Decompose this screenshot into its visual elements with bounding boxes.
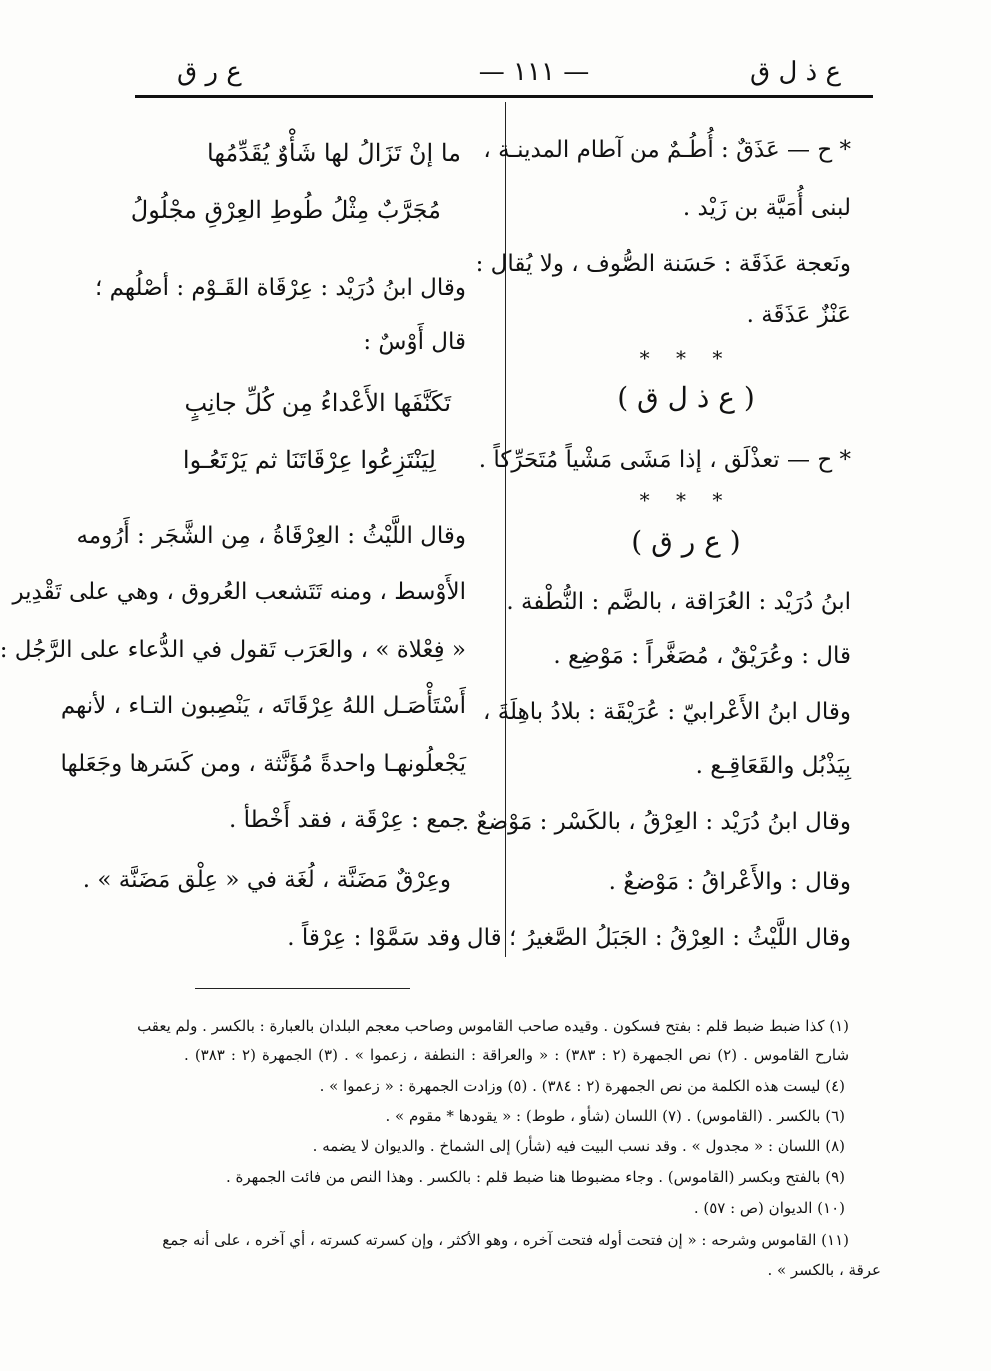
footnote-line: (١١) القاموس وشرحه : « إن فتحت أوله فتحت آخره ، وهو الأكثر ، وإن كسرته كسرته ، أي آخره ، على أنه جمع <box>162 1231 849 1249</box>
section-separator: * * * <box>639 346 733 370</box>
entry-line: الأَوْسط ، ومنه تَتَشعب العُروق ، وهي على تَقْدِير <box>12 579 466 605</box>
entry-line: بِيَذْبُل والقَعَاقِـع . <box>695 753 851 779</box>
entry-line: جمع : عِرْقَة ، فقد أَخْطأ . <box>228 807 466 833</box>
entry-line: عَنْزٌ عَذَقَة . <box>746 302 851 328</box>
footnote-line: (١٠) الديوان (ص : ٥٧) . <box>693 1199 845 1217</box>
footnote-line: (٦) بالكسر . (القاموس) . (٧) اللسان (شأو ، طوط) : « يقودها * مقوم » . <box>385 1107 845 1125</box>
footnote-rule <box>195 988 410 989</box>
entry-line: لبنى أُمَيَّة بن زَيْد . <box>682 195 851 221</box>
footnote-line: (٩) بالفتح وبكسر (القاموس) . وجاء مضبوطا هنا ضبط قلم : بالكسر . وهذا النص من فائت الجمهرة . <box>225 1168 845 1186</box>
entry-line: وقال اللَّيْثُ : العِرْقَاةُ ، مِن الشَّجَر : أَرُومه <box>76 523 466 549</box>
footnote-line: (٨) اللسان : « مجدول » . وقد نسب البيت فيه (شأر) إلى الشماخ . والديوان لا يضمه . <box>312 1137 845 1155</box>
entry-line: قال أَوْسٌ : <box>363 329 466 355</box>
entry-line: وقال ابنُ الأَعْرابيّ : عُرَيْقَة : بلادُ باهِلَةَ ، <box>482 699 851 725</box>
verse-line: لِيَنْتَزِعُوا عِرْقَاتَنَا ثم يَرْتَعُـوا <box>182 446 436 474</box>
entry-line: ابنُ دُرَيْد : العُرَاقة ، بالضَّم : النُّطْفة . <box>506 589 851 615</box>
entry-line: يَجْعلُونهـا واحدةً مُؤَنَّثة ، ومن كَسَرها وجَعَلها <box>60 751 466 777</box>
verse-line: ما إنْ تَزَالُ لها شَأْوٌ يُقَدِّمُها <box>207 139 461 167</box>
root-heading-left: ع ر ق <box>177 57 242 87</box>
root-heading-right: ع ذ ل ق <box>750 57 841 87</box>
section-separator: * * * <box>639 488 733 512</box>
entry-line: وقال ابنُ دُرَيْد : العِرْقُ ، بالكَسْر : مَوْضعٌ . <box>461 809 851 835</box>
footnote-line: (١) كذا ضبط ضبط قلم : بفتح فسكون . وقيده صاحب القاموس وصاحب معجم البلدان بالعبارة : بالكسر . ولم يعقب <box>137 1017 849 1035</box>
root-heading: ( ع ذ ل ق ) <box>617 381 755 414</box>
footnote-line: شارح القاموس . (٢) نص الجمهرة (٢ : ٣٨٣) : « والعراقة : النطفة ، زعموا » . (٣) الجمهرة (٢ : ٣٨٣) . <box>184 1046 850 1064</box>
page-number: — ١١١ — <box>478 57 590 87</box>
footnote-line: عرقة ، بالكسر » . <box>767 1261 881 1279</box>
header-rule <box>135 95 873 98</box>
entry-line: قال : وعُرَيْقٌ ، مُصَغَّراً : مَوْضِع . <box>553 643 851 669</box>
footnote-line: (٤) ليست هذه الكلمة من نص الجمهرة (٢ : ٣٨٤) . (٥) وزادت الجمهرة : « زعموا » . <box>319 1077 845 1095</box>
entry-line: أَسْتَأْصَـل اللهُ عِرْقَاتَه ، يَنْصِبون التـاء ، لأنهم <box>60 693 466 719</box>
entry-line: وقال : والأَعْراقُ : مَوْضعٌ . <box>608 869 851 895</box>
entry-line: « فِعْلاة » ، والعَرَب تَقول في الدُّعاء على الرَّجُل : <box>0 637 466 663</box>
entry-line: وعِرْقٌ مَضَنَّة ، لُغَة في « عِلْق مَضَنَّة » . <box>82 867 451 893</box>
verse-line: تَكَنَّفَها الأَعْداءُ مِن كُلِّ جانِبٍ <box>184 389 451 417</box>
entry-line: وقد سَمَّوْا : عِرْقاً . <box>287 925 461 951</box>
entry-line: ونَعجة عَذَقَة : حَسَنة الصُّوف ، ولا يُقال : <box>475 251 851 277</box>
entry-line: * ح — عَذَقٌ : أُطُـمٌ من آطام المدينـة ، <box>483 137 851 163</box>
entry-line: وقال ابنُ دُرَيْد : عِرْقَاة القَـوْم : أصْلُهم ؛ <box>94 275 466 301</box>
root-heading: ( ع ر ق ) <box>631 525 741 558</box>
entry-line: وقال اللَّيْثُ : العِرْقُ : الجَبَلُ الصَّغيرُ ؛ قال : <box>451 925 851 951</box>
verse-line: مُجَرَّبٌ مِثْلُ طُوطِ العِرْقِ مجْلُولُ <box>130 196 441 224</box>
entry-line: * ح — تعذْلَق ، إذا مَشَى مَشْياً مُتَحَرِّكاً . <box>478 447 851 473</box>
